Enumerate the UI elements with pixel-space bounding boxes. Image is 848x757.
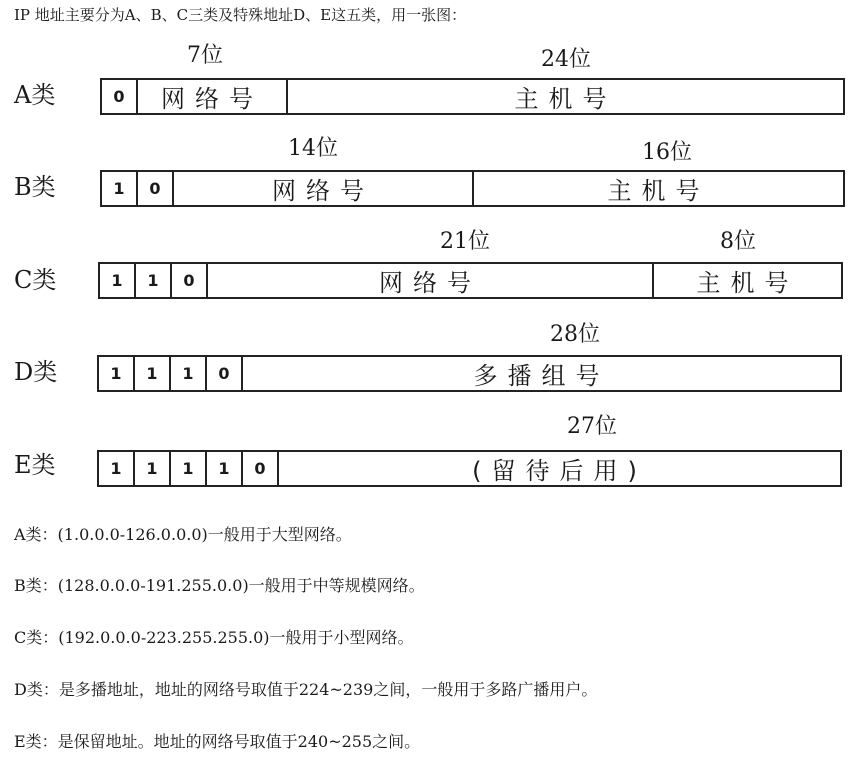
class-b-host-field: 主机号 xyxy=(607,177,710,205)
class-a-net-bits-label: 7位 xyxy=(187,43,223,68)
note-class-d: D类：是多播地址，地址的网络号取值于224~239之间，一般用于多路广播用户。 xyxy=(14,680,598,699)
class-a-host-field: 主机号 xyxy=(514,85,617,113)
note-class-e: E类：是保留地址。地址的网络号取值于240~255之间。 xyxy=(14,732,421,751)
class-d-bit: 0 xyxy=(207,357,243,390)
class-c-network-field: 网络号 xyxy=(208,264,654,297)
class-e-bar xyxy=(97,450,842,487)
class-a-label: A类 xyxy=(14,81,56,109)
class-b-net-bits-label: 14位 xyxy=(288,136,338,161)
class-d-field-bits-label: 28位 xyxy=(550,322,600,347)
class-e-bit: 1 xyxy=(135,452,171,485)
class-c-label: C类 xyxy=(14,266,57,294)
class-b-host-bits-label: 16位 xyxy=(642,140,692,165)
class-c-host-field: 主机号 xyxy=(696,269,799,297)
class-a-bit: 0 xyxy=(102,80,138,113)
class-d-label: D类 xyxy=(14,358,58,386)
class-e-bit: 0 xyxy=(243,452,279,485)
class-e-reserved-field: (留待后用) xyxy=(472,457,647,485)
class-d-bit: 1 xyxy=(135,357,171,390)
class-e-label: E类 xyxy=(14,451,56,479)
class-c-bit: 0 xyxy=(172,264,208,297)
class-c-bar xyxy=(98,262,843,299)
class-c-bit: 1 xyxy=(100,264,136,297)
class-e-bit: 1 xyxy=(99,452,135,485)
class-b-bar xyxy=(100,170,845,207)
class-e-field-bits-label: 27位 xyxy=(567,414,617,439)
intro-text: IP 地址主要分为A、B、C三类及特殊地址D、E这五类，用一张图： xyxy=(14,6,467,24)
note-class-c: C类：(192.0.0.0-223.255.255.0)一般用于小型网络。 xyxy=(14,628,414,647)
class-b-bit: 0 xyxy=(138,172,174,205)
class-e-bit: 1 xyxy=(171,452,207,485)
note-class-a: A类：(1.0.0.0-126.0.0.0)一般用于大型网络。 xyxy=(14,525,352,544)
class-b-label: B类 xyxy=(14,173,56,201)
class-a-host-bits-label: 24位 xyxy=(541,47,591,72)
class-d-bar xyxy=(97,355,842,392)
class-d-bit: 1 xyxy=(99,357,135,390)
class-b-network-field: 网络号 xyxy=(174,172,474,205)
class-c-net-bits-label: 21位 xyxy=(440,229,490,254)
note-class-b: B类：(128.0.0.0-191.255.0.0)一般用于中等规模网络。 xyxy=(14,576,425,595)
class-a-network-field: 网络号 xyxy=(138,80,288,113)
class-d-bit: 1 xyxy=(171,357,207,390)
class-a-bar xyxy=(100,78,845,115)
class-e-bit: 1 xyxy=(207,452,243,485)
class-d-multicast-field: 多播组号 xyxy=(473,362,610,390)
class-c-bit: 1 xyxy=(136,264,172,297)
class-b-bit: 1 xyxy=(102,172,138,205)
class-c-host-bits-label: 8位 xyxy=(720,229,756,254)
